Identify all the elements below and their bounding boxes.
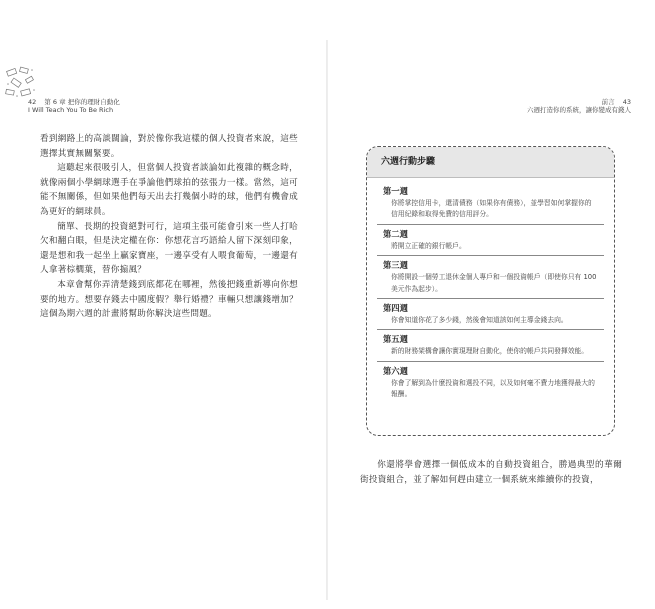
chapter-title: 第 6 章 把你的理財自動化 — [44, 98, 120, 106]
week-label: 第二週 — [377, 224, 604, 241]
page-number: 43 — [622, 98, 631, 106]
week-description: 你將開設一個勞工退休金個人專戶和一個投資帳戶（即使你只有 100 美元作為起步）。 — [391, 273, 597, 293]
action-steps-box — [366, 146, 615, 436]
page-number: 42 — [28, 98, 37, 106]
week-description: 將開立正確的銀行帳戶。 — [391, 241, 466, 250]
flying-money-icon — [4, 66, 40, 102]
week-description: 新的財務架構會讓你實現理財自動化，使你的帳戶共同發揮效能。 — [391, 347, 589, 356]
week-label: 第一週 — [383, 186, 408, 196]
book-title-en: I Will Teach You To Be Rich — [28, 106, 114, 114]
paragraph: 簡單、長期的投資絕對可行，這項主張可能會引來一些人打哈欠和翻白眼，但是決定權在你：你想花言巧語給人留下深刻印象，還是想和我一起坐上贏家寶座，一邊享受有人喂食葡萄，一邊還有人拿著棕櫚葉，替你搧風？ — [40, 221, 298, 276]
paragraph: 看到網路上的高談闊論，對於像你我這樣的個人投資者來說，這些選擇其實無關緊要。 — [40, 134, 298, 159]
left-running-header — [28, 98, 120, 114]
left-page — [0, 0, 327, 609]
right-body-text: 你還將學會選擇一個低成本的自動投資組合，勝過典型的華爾街投資組合，並了解如何趕由建立一個系統來維續你的投資， — [360, 460, 622, 485]
right-running-header — [527, 98, 631, 114]
week-label: 第五週 — [377, 329, 604, 346]
week-description: 你將掌控信用卡，還清債務（如果你有債務），並學習如何掌握你的信用紀錄和取得免費的信用評分。 — [391, 199, 592, 219]
part-title: 前言 — [601, 98, 615, 106]
week-label: 第六週 — [377, 361, 604, 378]
week-description: 你會了解到為什麼投資和選投不同，以及如何毫不費力地獲得最大的報酬。 — [391, 378, 595, 399]
week-description: 你會知道你花了多少錢，然後會知道該如何主導金錢去向。 — [391, 316, 568, 325]
week-label: 第四週 — [377, 298, 604, 315]
paragraph: 這聽起來很吸引人，但當個人投資者談論如此複雜的概念時，就像兩個小學網球選手在爭論他們球拍的弦張力一樣。當然，這可能不無關係，但如果他們每天出去打幾個小時的球，他們有機會成為更好的網球員。 — [40, 163, 298, 217]
left-body-text — [40, 132, 298, 322]
chapter-subtitle: 六週打造你的系統，讓你變成有錢人 — [527, 106, 631, 114]
paragraph: 本章會幫你弄清楚錢到底都花在哪裡，然後把錢重新導向你想要的地方。想要存錢去中國度假？舉行婚禮？車輛只想讓錢增加？這個為期六週的計畫將幫助你解決這些問題。 — [40, 279, 298, 320]
box-title: 六週行動步驟 — [367, 147, 614, 178]
week-label: 第三週 — [377, 255, 604, 272]
